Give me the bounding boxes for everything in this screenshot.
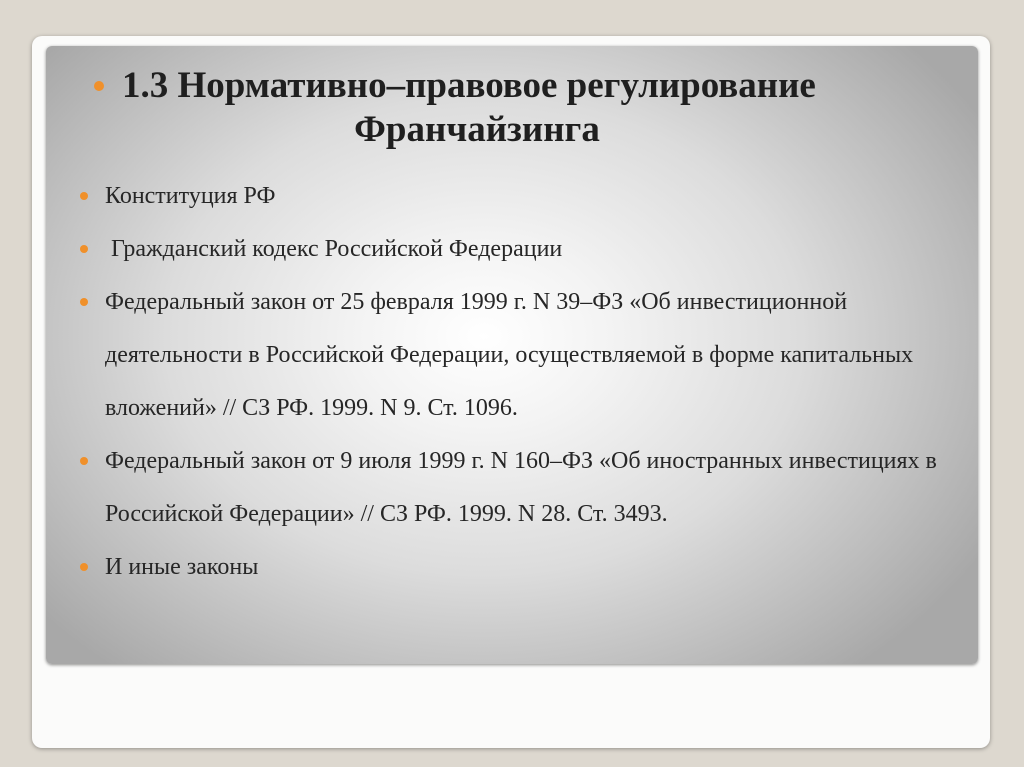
slide-title-line1: 1.3 Нормативно–правовое регулирование [122,65,816,106]
list-item-text: Федеральный закон от 25 февраля 1999 г. N 39–ФЗ «Об инвестиционной деятельности в Российской Федерации, осуществляемой в форме капитальных вложений» // СЗ РФ. 1999. N 9. Ст. 1096. [105,289,914,421]
title-bullet-icon [94,81,104,91]
list-item-text: Федеральный закон от 9 июля 1999 г. N 160–ФЗ «Об иностранных инвестициях в Российской Федерации» // СЗ РФ. 1999. N 28. Ст. 3493. [105,448,937,527]
slide-title [80,64,960,152]
list-item [80,276,960,435]
bullet-icon [80,298,88,306]
bullet-icon [80,245,88,253]
list-item [80,170,960,223]
slide-title-line2: Франчайзинга [354,109,600,150]
list-item-text: Гражданский кодекс Российской Федерации [105,236,563,262]
law-list [80,170,960,594]
list-item [80,541,960,594]
bullet-icon [80,192,88,200]
list-item [80,223,960,276]
list-item-text: И иные законы [105,554,259,580]
list-item-text: Конституция РФ [105,183,276,209]
bullet-icon [80,563,88,571]
bullet-icon [80,457,88,465]
list-item [80,435,960,541]
